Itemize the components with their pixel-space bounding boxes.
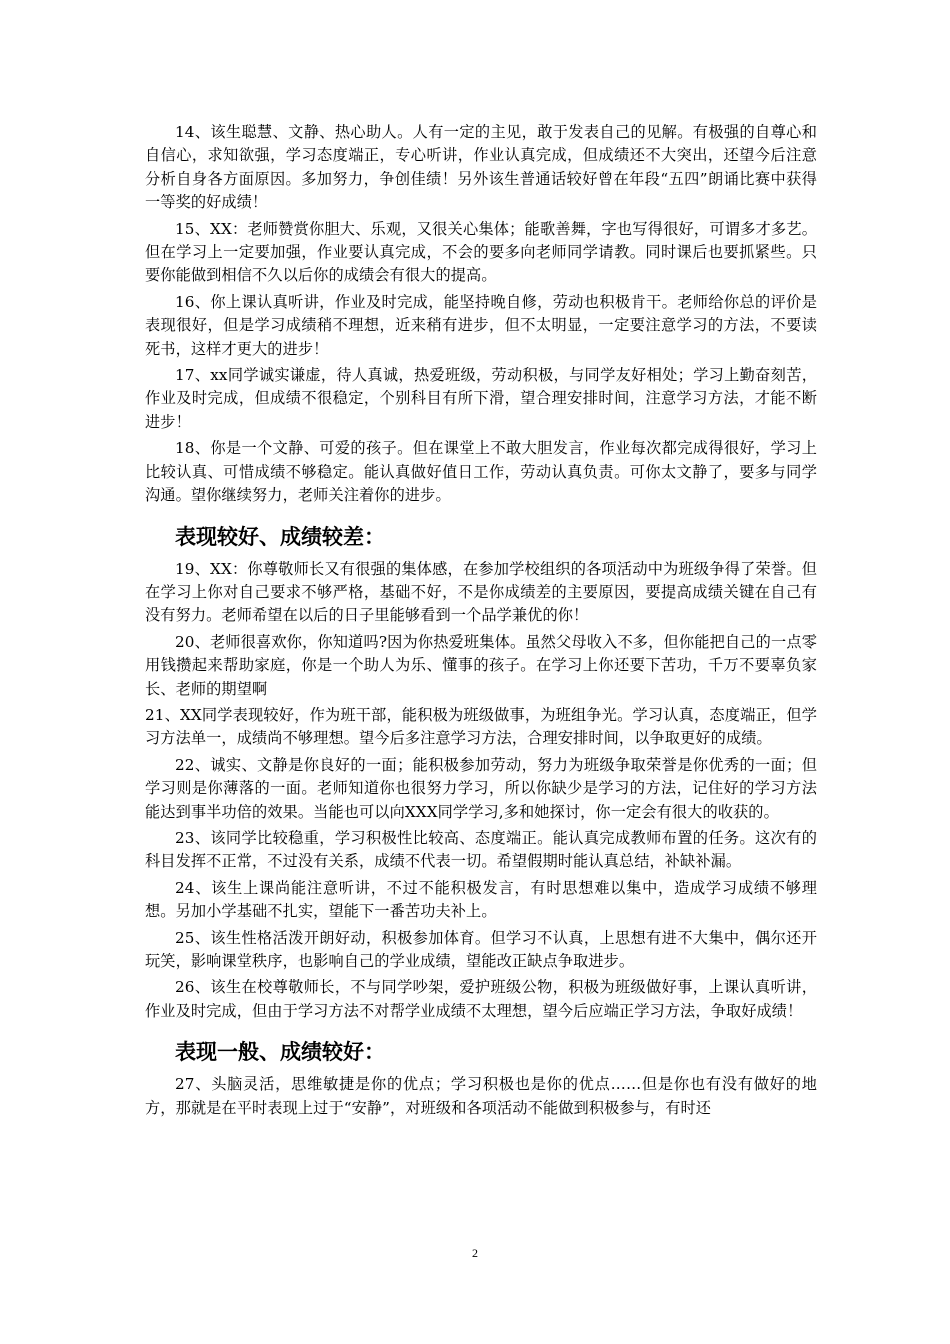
paragraph-14: 14、该生聪慧、文静、热心助人。人有一定的主见，敢于发表自己的见解。有极强的自尊心和自信心，求知欲强，学习态度端正，专心听讲，作业认真完成，但成绩还不大突出，还望今后注意分析自身各方面原因。多加努力，争创佳绩！另外该生普通话较好曾在年段“五四”朗诵比赛中获得一等奖的好成绩！ [145,123,817,212]
paragraph-15: 15、XX：老师赞赏你胆大、乐观，又很关心集体；能歌善舞，字也写得很好，可谓多才多艺。但在学习上一定要加强，作业要认真完成，不会的要多向老师同学请教。同时课后也要抓紧些。只要你能做到相信不久以后你的成绩会有很大的提高。 [145,219,817,285]
paragraph-21: 21、XX同学表现较好，作为班干部，能积极为班级做事，为班组争光。学习认真，态度端正，但学习方法单一，成绩尚不够理想。望今后多注意学习方法，合理安排时间，以争取更好的成绩。 [145,705,817,748]
paragraph-23: 23、该同学比较稳重，学习积极性比较高、态度端正。能认真完成教师布置的任务。这次有的科目发挥不正常，不过没有关系，成绩不代表一切。希望假期时能认真总结，补缺补漏。 [145,828,817,871]
paragraph-27: 27、头脑灵活，思维敏捷是你的优点；学习积极也是你的优点……但是你也有没有做好的地方，那就是在平时表现上过于“安静”，对班级和各项活动不能做到积极参与，有时还 [145,1075,817,1117]
paragraph-19: 19、XX：你尊敬师长又有很强的集体感，在参加学校组织的各项活动中为班级争得了荣誉。但在学习上你对自己要求不够严格，基础不好，不是你成绩差的主要原因，要提高成绩关键在自己有没有努力。老师希望在以后的日子里能够看到一个品学兼优的你！ [145,559,817,625]
paragraph-24: 24、该生上课尚能注意听讲，不过不能积极发言，有时思想难以集中，造成学习成绩不够理想。另加小学基础不扎实，望能下一番苦功夫补上。 [145,878,817,921]
paragraph-16: 16、你上课认真听讲，作业及时完成，能坚持晚自修，劳动也积极肯干。老师给你总的评价是表现很好，但是学习成绩稍不理想，近来稍有进步，但不太明显，一定要注意学习的方法，不要读死书，这样才更大的进步！ [145,292,817,358]
paragraph-18: 18、你是一个文静、可爱的孩子。但在课堂上不敢大胆发言，作业每次都完成得很好，学习上比较认真、可惜成绩不够稳定。能认真做好值日工作，劳动认真负责。可你太文静了，要多与同学沟通。望你继续努力，老师关注着你的进步。 [145,439,817,505]
paragraph-26: 26、该生在校尊敬师长，不与同学吵架，爱护班级公物，积极为班级做好事，上课认真听讲，作业及时完成，但由于学习方法不对帮学业成绩不太理想，望今后应端正学习方法，争取好成绩！ [145,978,817,1020]
section-heading-good-behavior-poor-grades: 表现较好、成绩较差： [175,524,385,549]
paragraph-25: 25、该生性格活泼开朗好动，积极参加体育。但学习不认真，上思想有进不大集中，偶尔还开玩笑，影响课堂秩序，也影响自己的学业成绩，望能改正缺点争取进步。 [145,928,817,970]
paragraph-22: 22、诚实、文静是你良好的一面；能积极参加劳动，努力为班级争取荣誉是你优秀的一面；但学习则是你薄落的一面。老师知道你也很努力学习，所以你缺少是学习的方法，记住好的学习方法能达到事半功倍的效果。当能也可以向XXX同学学习,多和她探讨，你一定会有很大的收获的。 [145,755,817,821]
document-body [145,121,817,1123]
page-number: 2 [472,1246,478,1260]
paragraph-20: 20、老师很喜欢你，你知道吗?因为你热爱班集体。虽然父母收入不多，但你能把自己的一点零用钱攒起来帮助家庭，你是一个助人为乐、懂事的孩子。在学习上你还要下苦功，千万不要辜负家长、老师的期望啊 [145,632,817,698]
section-heading-average-behavior-good-grades: 表现一般、成绩较好： [175,1040,385,1065]
paragraph-17: 17、xx同学诚实谦虚，待人真诚，热爱班级，劳动积极，与同学友好相处；学习上勤奋刻苦，作业及时完成，但成绩不很稳定，个别科目有所下滑，望合理安排时间，注意学习方法，才能不断进步！ [145,366,817,431]
